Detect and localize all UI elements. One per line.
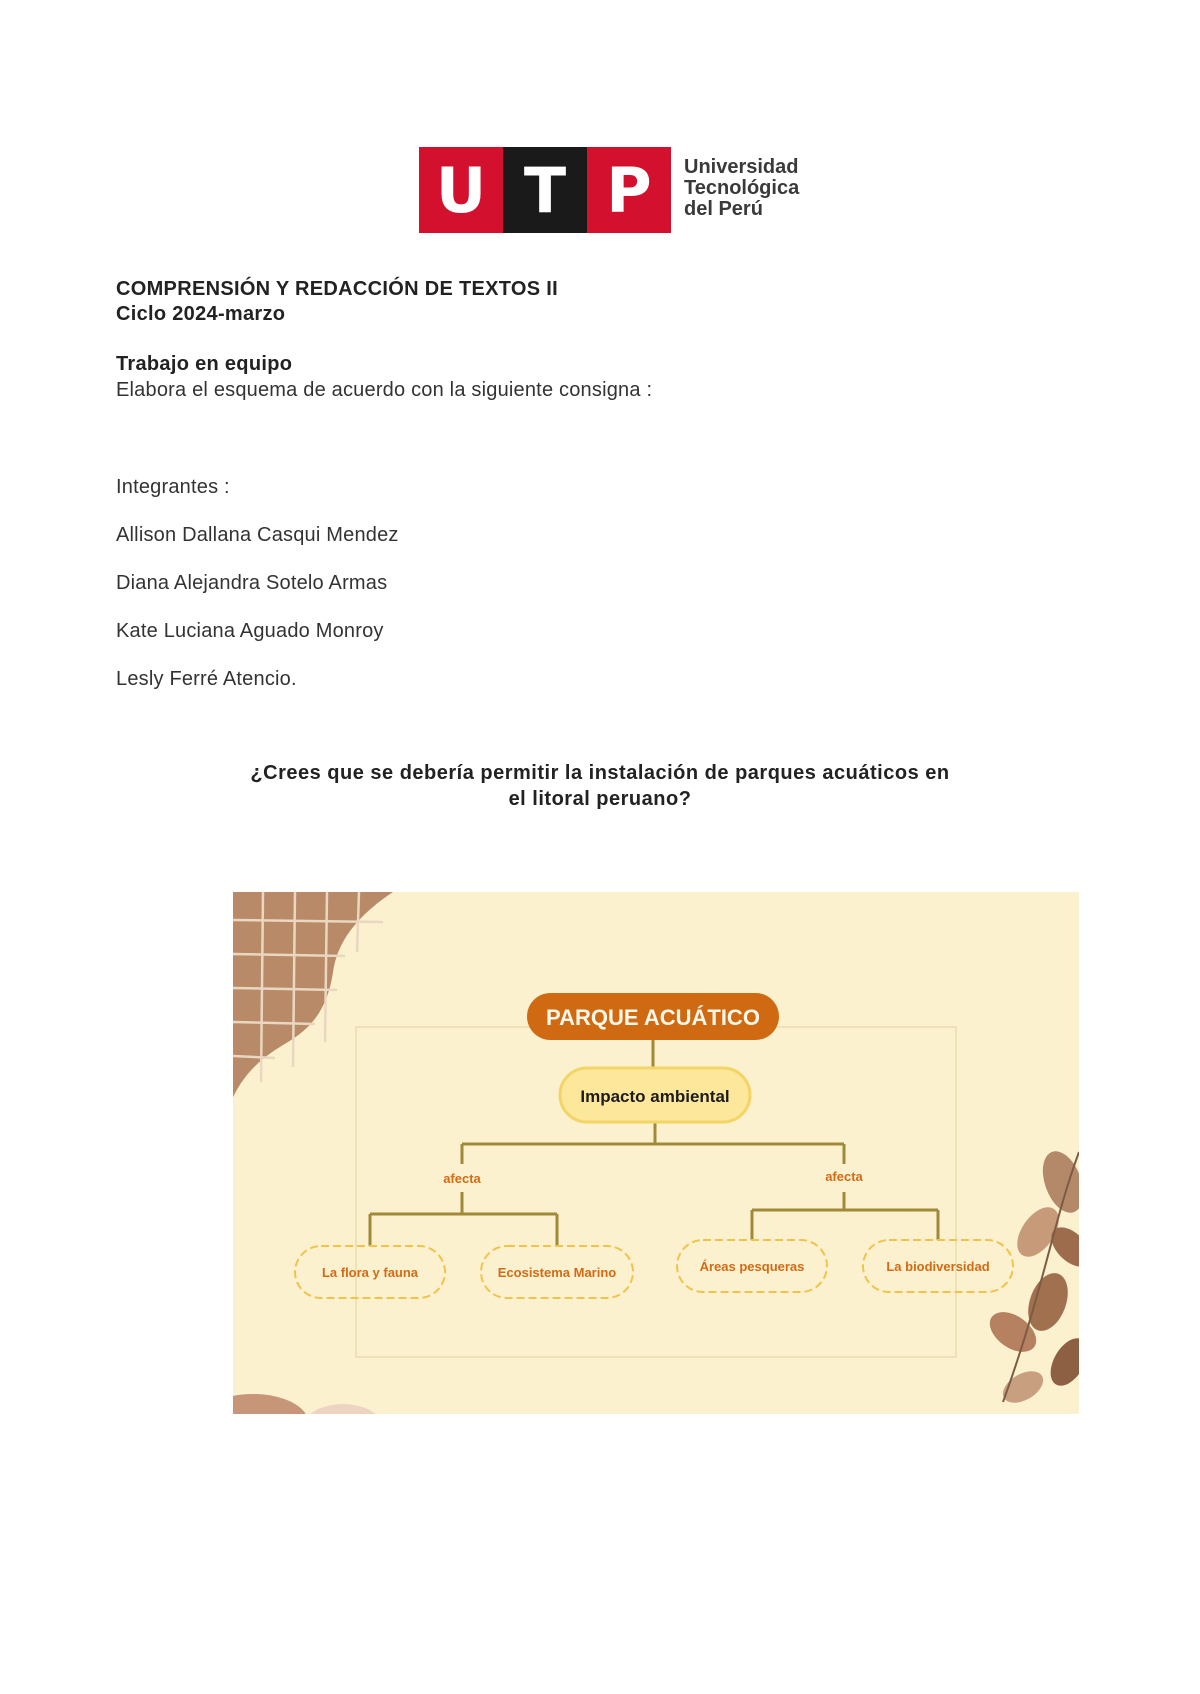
deco-circle-icon <box>233 1394 308 1414</box>
leaf-node-label: Ecosistema Marino <box>497 1265 617 1280</box>
scheme-canvas <box>233 892 1079 1414</box>
concept-scheme <box>233 892 1079 1414</box>
logo-wordmark <box>684 157 799 220</box>
connector-label: afecta <box>443 1171 481 1186</box>
assignment-title: Trabajo en equipo <box>116 353 293 375</box>
leaf-node-label: La biodiversidad <box>886 1259 990 1274</box>
connector-label: afecta <box>825 1169 863 1184</box>
question-line: el litoral peruano? <box>508 788 692 810</box>
logo-wordmark-line: Universidad <box>684 156 799 178</box>
question-line: ¿Crees que se debería permitir la instalación de parques acuáticos en <box>250 762 950 784</box>
root-node-label: PARQUE ACUÁTICO <box>546 1005 760 1030</box>
logo-wordmark-line: Tecnológica <box>684 177 800 199</box>
utp-logo <box>419 147 799 233</box>
logo-letter-u: U <box>419 147 503 233</box>
logo-wordmark-line: del Perú <box>684 198 763 220</box>
deco-circle-icon <box>303 1404 383 1414</box>
logo-letter-t: T <box>503 147 587 233</box>
member-name: Allison Dallana Casqui Mendez <box>116 524 399 546</box>
cycle-label: Ciclo 2024-marzo <box>116 303 286 325</box>
member-name: Diana Alejandra Sotelo Armas <box>116 572 388 594</box>
member-name: Kate Luciana Aguado Monroy <box>116 620 384 642</box>
leaf-node-label: La flora y fauna <box>321 1265 419 1280</box>
course-title: COMPRENSIÓN Y REDACCIÓN DE TEXTOS II <box>116 278 558 300</box>
instruction-text: Elabora el esquema de acuerdo con la siguiente consigna : <box>116 379 653 401</box>
main-node-label: Impacto ambiental <box>580 1087 730 1106</box>
leaf-node-label: Áreas pesqueras <box>699 1259 805 1274</box>
members-label: Integrantes : <box>116 476 230 498</box>
logo-letter-p: P <box>587 147 671 233</box>
deco-leaves-icon <box>983 1146 1079 1409</box>
member-name: Lesly Ferré Atencio. <box>116 668 297 690</box>
question-heading <box>230 760 970 812</box>
